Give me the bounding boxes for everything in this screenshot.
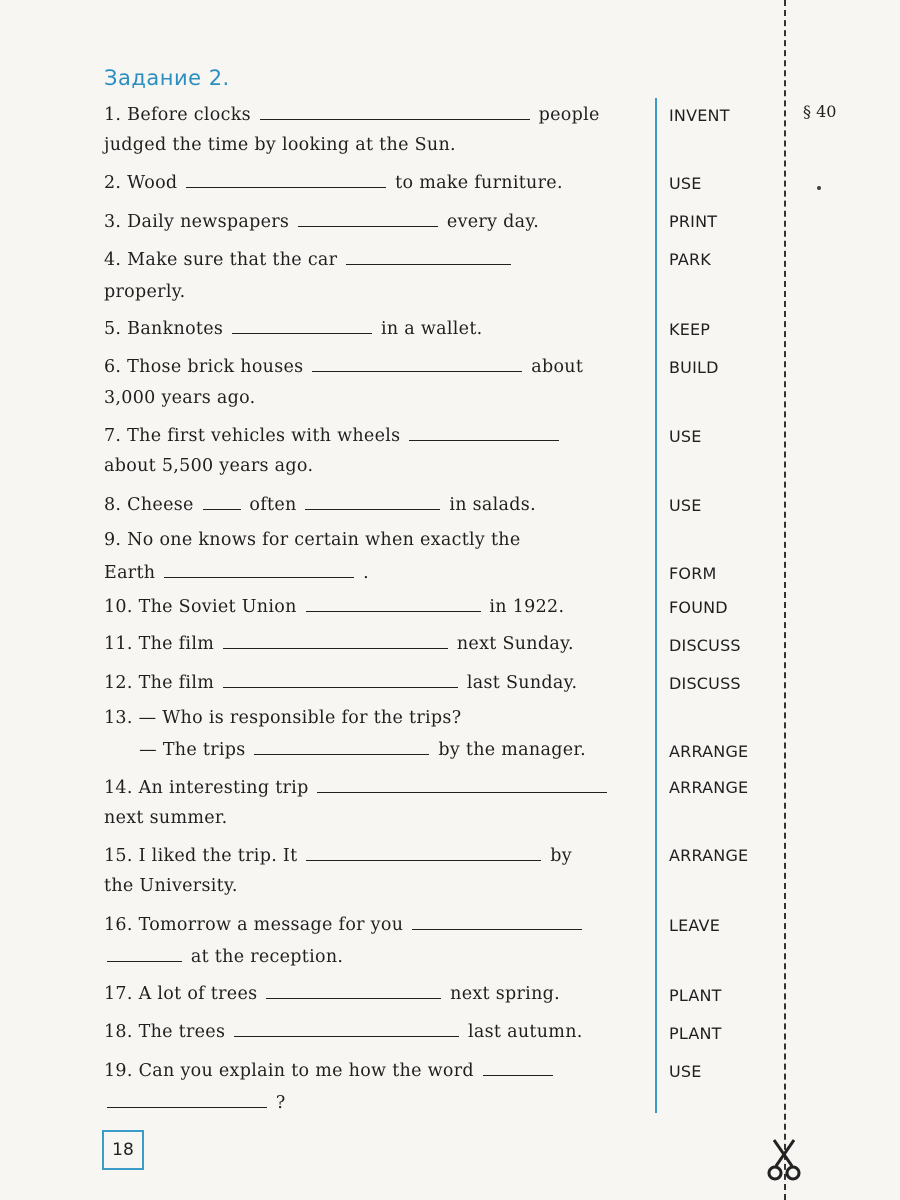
exercise-line-11 xyxy=(104,456,313,476)
line-text: — The trips xyxy=(104,740,252,760)
answer-blank[interactable] xyxy=(186,172,386,188)
line-text: 11. The film xyxy=(104,634,220,654)
exercise-line-4 xyxy=(104,211,539,232)
verb-10: FOUND xyxy=(669,598,728,617)
answer-blank[interactable] xyxy=(232,318,372,334)
line-text: 17. A lot of trees xyxy=(104,984,264,1004)
scissors-icon xyxy=(766,1138,802,1182)
answer-blank[interactable] xyxy=(254,739,429,755)
verb-11: DISCUSS xyxy=(669,636,741,655)
answer-blank[interactable] xyxy=(223,672,458,688)
exercise-line-14 xyxy=(104,562,369,583)
line-text: ? xyxy=(270,1093,286,1113)
exercise-line-8 xyxy=(104,356,583,377)
exercise-line-5 xyxy=(104,249,514,270)
answer-blank[interactable] xyxy=(412,914,582,930)
line-text: 8. Cheese xyxy=(104,495,200,515)
line-text: 15. I liked the trip. It xyxy=(104,846,304,866)
line-text: 13. — Who is responsible for the trips? xyxy=(104,708,462,728)
line-text: 1. Before clocks xyxy=(104,105,257,125)
answer-blank[interactable] xyxy=(317,777,607,793)
exercise-line-2 xyxy=(104,135,456,155)
line-text: every day. xyxy=(441,212,540,232)
answer-blank[interactable] xyxy=(164,562,354,578)
line-text: 18. The trees xyxy=(104,1022,232,1042)
line-text: often xyxy=(243,495,303,515)
line-text: in salads. xyxy=(443,495,536,515)
line-text: 14. An interesting trip xyxy=(104,778,315,798)
line-text: next spring. xyxy=(444,984,561,1004)
verb-14: ARRANGE xyxy=(669,778,749,797)
exercise-line-6 xyxy=(104,282,185,302)
answer-blank[interactable] xyxy=(266,983,441,999)
exercise-line-21 xyxy=(104,808,228,828)
line-text: properly. xyxy=(104,282,186,302)
line-text: 3,000 years ago. xyxy=(104,388,256,408)
line-text: about xyxy=(525,357,584,377)
margin-dot xyxy=(817,186,821,190)
verb-17: PLANT xyxy=(669,986,722,1005)
verb-13: ARRANGE xyxy=(669,742,749,761)
verb-3: PRINT xyxy=(669,212,718,231)
answer-blank[interactable] xyxy=(260,104,530,120)
exercise-line-28 xyxy=(104,1060,556,1081)
line-text: 6. Those brick houses xyxy=(104,357,310,377)
line-text: . xyxy=(357,563,369,583)
section-mark: § 40 xyxy=(803,102,837,121)
line-text: 7. The first vehicles with wheels xyxy=(104,426,407,446)
verb-1: INVENT xyxy=(669,106,730,125)
line-text: about 5,500 years ago. xyxy=(104,456,314,476)
verb-12: DISCUSS xyxy=(669,674,741,693)
exercise-line-3 xyxy=(104,172,563,193)
verb-8: USE xyxy=(669,496,702,515)
line-text: next summer. xyxy=(104,808,228,828)
exercise-line-10 xyxy=(104,425,562,446)
verb-7: USE xyxy=(669,427,702,446)
answer-blank[interactable] xyxy=(298,211,438,227)
exercise-line-29 xyxy=(104,1092,286,1113)
line-text: last autumn. xyxy=(462,1022,583,1042)
answer-blank[interactable] xyxy=(346,249,511,265)
exercise-line-23 xyxy=(104,876,238,896)
verb-6: BUILD xyxy=(669,358,719,377)
line-text: 9. No one knows for certain when exactly the xyxy=(104,530,521,550)
line-text: 2. Wood xyxy=(104,173,184,193)
verb-4: PARK xyxy=(669,250,711,269)
answer-blank[interactable] xyxy=(234,1021,459,1037)
line-text: in 1922. xyxy=(483,597,565,617)
page-number: 18 xyxy=(102,1130,144,1170)
line-text: 5. Banknotes xyxy=(104,319,230,339)
answer-blank[interactable] xyxy=(312,356,522,372)
answer-blank[interactable] xyxy=(107,1092,267,1108)
exercise-line-27 xyxy=(104,1021,583,1042)
answer-blank[interactable] xyxy=(107,946,182,962)
line-text: Earth xyxy=(104,563,162,583)
line-text: 19. Can you explain to me how the word xyxy=(104,1061,480,1081)
exercise-line-9 xyxy=(104,388,255,408)
verb-2: USE xyxy=(669,174,702,193)
exercise-line-25 xyxy=(104,946,343,967)
line-text: 12. The film xyxy=(104,673,220,693)
exercise-line-17 xyxy=(104,672,577,693)
line-text: 3. Daily newspapers xyxy=(104,212,296,232)
answer-blank[interactable] xyxy=(306,596,481,612)
exercise-line-20 xyxy=(104,777,610,798)
exercise-line-22 xyxy=(104,845,572,866)
line-text: by xyxy=(544,846,572,866)
verb-5: KEEP xyxy=(669,320,711,339)
verb-18: PLANT xyxy=(669,1024,722,1043)
answer-blank[interactable] xyxy=(483,1060,553,1076)
exercise-line-1 xyxy=(104,104,600,125)
line-text: judged the time by looking at the Sun. xyxy=(104,135,456,155)
line-text: 4. Make sure that the car xyxy=(104,250,344,270)
answer-blank[interactable] xyxy=(409,425,559,441)
verb-9: FORM xyxy=(669,564,717,583)
task-heading: Задание 2. xyxy=(104,66,230,90)
exercise-line-26 xyxy=(104,983,560,1004)
exercise-line-12 xyxy=(104,494,536,515)
exercise-line-18 xyxy=(104,708,461,728)
answer-blank[interactable] xyxy=(203,494,241,510)
exercise-line-19 xyxy=(104,739,586,760)
line-text: in a wallet. xyxy=(375,319,483,339)
exercise-line-24 xyxy=(104,914,585,935)
verb-16: LEAVE xyxy=(669,916,720,935)
line-text: 10. The Soviet Union xyxy=(104,597,303,617)
line-text: by the manager. xyxy=(432,740,586,760)
exercise-line-15 xyxy=(104,596,564,617)
column-divider xyxy=(655,98,657,1113)
exercise-line-16 xyxy=(104,633,574,654)
verb-19: USE xyxy=(669,1062,702,1081)
exercise-line-7 xyxy=(104,318,483,339)
line-text: at the reception. xyxy=(185,947,344,967)
line-text: to make furniture. xyxy=(389,173,563,193)
line-text: next Sunday. xyxy=(450,634,574,654)
line-text: last Sunday. xyxy=(460,673,578,693)
answer-blank[interactable] xyxy=(306,845,541,861)
verb-15: ARRANGE xyxy=(669,846,749,865)
line-text: people xyxy=(532,105,600,125)
line-text: 16. Tomorrow a message for you xyxy=(104,915,410,935)
exercise-line-13 xyxy=(104,530,521,550)
line-text: the University. xyxy=(104,876,238,896)
answer-blank[interactable] xyxy=(305,494,440,510)
cut-line xyxy=(784,0,786,1200)
answer-blank[interactable] xyxy=(223,633,448,649)
